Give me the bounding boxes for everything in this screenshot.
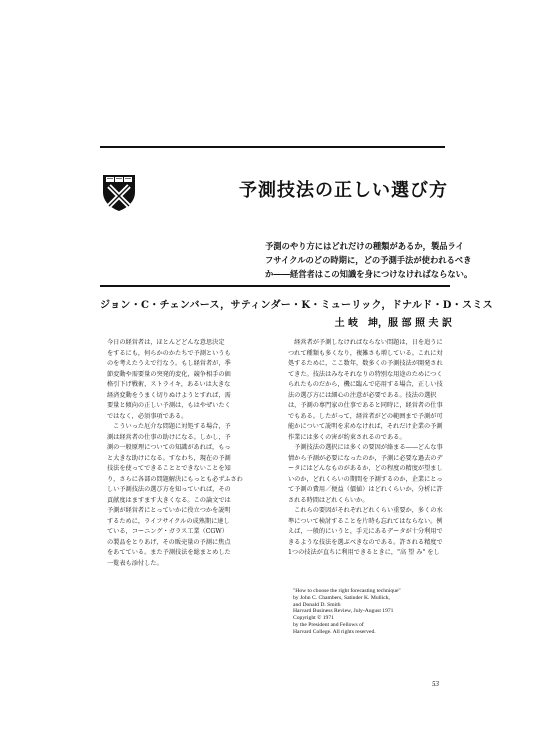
text-line: 能かについて説明を求めなければ，それだけ企業の予測 <box>288 423 443 430</box>
text-line: 貢献度はますます大きくなる。この論文では <box>107 496 231 504</box>
text-line: でもある。したがって，経営者がどの範囲まで予測が可 <box>288 412 443 420</box>
text-line: 要量と傾向の正しい予測は，もはやぜいたく <box>107 402 231 409</box>
text-line: られたものだから，機に臨んで応用する場合，正しい技 <box>288 381 443 388</box>
colophon-line: by John C. Chambers, Satinder K. Mullick, <box>293 594 390 601</box>
subtitle-line: 予測のやり方にはどれだけの種類があるか，製品ライ <box>265 241 464 251</box>
text-line: ではなく，必須事項である。 <box>107 412 188 420</box>
page-number: 53 <box>432 680 439 688</box>
text-line: こういった厄介な問題に対処する場合，予 <box>107 423 231 430</box>
text-line: 1つの技法が直ちに利用できるときに，"高 望 み" をし <box>288 549 440 556</box>
colophon-line: by the President and Fellows of <box>293 621 364 628</box>
colophon-line: "How to choose the right forecasting technique" <box>293 588 401 594</box>
body-right-column <box>288 338 450 559</box>
top-rule <box>100 146 445 148</box>
text-line: きるような技法を選ぶべきなのである。許される精度で <box>288 538 443 546</box>
text-line: 情から予測が必要になったのか，予測に必要な過去のデ <box>288 454 443 462</box>
text-line: のを考えたうえで行なう。もし経営者が，季 <box>107 360 231 367</box>
text-line: これらの要因がそれぞれどれくらい重要か，多くの水 <box>288 507 443 514</box>
harvard-shield-icon <box>102 174 136 212</box>
text-line: 技法を使ってできることとできないことを知 <box>107 465 231 472</box>
copyright-colophon <box>293 588 453 636</box>
text-line: 一覧表も添付した。 <box>107 559 163 567</box>
text-line: 経済変動をうまく切りぬけようとすれば，需 <box>107 391 231 399</box>
text-line: と大きな助けになる。すなわち，現在の予測 <box>107 454 231 462</box>
text-line: 法の選び方には細心の注意が必要である。技法の選択 <box>288 391 437 399</box>
text-line: て予測の費用／便益（價値）はどれくらいか，分析に許 <box>288 486 443 493</box>
text-line: つれて種類も多くなり，複雑さも増している。これに対 <box>288 349 443 357</box>
text-line: 予測が経営者にとっていかに役立つかを説明 <box>107 507 231 514</box>
text-line: 準について検討することを片時も忘れてはならない。例 <box>288 517 443 525</box>
authors: ジョン・C・チェンバース，サティンダー・K・ミューリック，ドナルド・D・スミス <box>100 300 493 311</box>
text-line: 測は経営者の仕事の助けになる。しかし，予 <box>107 433 231 441</box>
body-left-column <box>107 338 265 569</box>
text-line: の製品をとりあげ，その販売量の予測に焦点 <box>107 538 231 546</box>
text-line: 処するために，ここ数年，数多くの予測技法が開発され <box>288 360 443 367</box>
text-line: される時間はどれくらいか。 <box>288 496 369 504</box>
text-line: するために，ライフサイクルの成熟期に達し <box>107 517 230 525</box>
text-line: えば，一般的にいうと，手元にあるデータが十分利用で <box>288 528 443 535</box>
text-line: 今日の経営者は，ほとんどどんな意思決定 <box>107 339 225 346</box>
text-line: しい予測技法の選び方を知っていれば，その <box>107 486 231 493</box>
colophon-line: and Donald D. Smith <box>293 601 341 608</box>
text-line: ータにはどんなものがあるか，どの程度の精度が望まし <box>288 465 443 472</box>
text-line: をあてている。また予測技法を総まとめした <box>107 549 231 556</box>
colophon-line: Harvard College. All rights reserved. <box>293 628 376 635</box>
text-line: ている，コーニング・ガラス工業（CGW） <box>107 528 228 535</box>
colophon-line: Harvard Business Review, July-August 1971 <box>293 608 394 615</box>
subtitle <box>265 239 473 281</box>
text-line: 格引下げ戦術，ストライキ，あるいは大きな <box>107 381 231 388</box>
byline-rule <box>100 285 450 287</box>
text-line: は，予測の専門家の仕事であると同時に，経営者の仕事 <box>288 402 443 409</box>
text-line: り，さらに各部の問題解決にもっとも必ずふさわ <box>107 475 243 483</box>
text-line: 測の一般原理についての知識があれば，もっ <box>107 444 231 451</box>
colophon-line: Copyright © 1971 <box>293 615 334 622</box>
text-line: てきた。技法はみなそれなりの特別な用途のためにつく <box>288 370 443 378</box>
text-line: 節変動や需要量の突発的変化，競争相手の価 <box>107 370 231 378</box>
subtitle-line: か――経営者はこの知識を身につけなければならない。 <box>265 269 473 279</box>
text-line: 経営者が予測しなければならない問題は，日を追うに <box>288 339 443 346</box>
text-line: をするにも，何らかのかたちで予測というも <box>107 349 231 357</box>
text-line: 予測技法の選択には多くの要因が絡まる――どんな事 <box>288 444 443 451</box>
text-line: いのか，どれくらいの期間を予測するのか，企業にとっ <box>288 475 443 483</box>
translators: 土 岐 坤，服 部 照 夫 訳 <box>334 318 452 329</box>
subtitle-line: フサイクルのどの時期に，どの予測手法が使われるべき <box>265 255 472 265</box>
text-line: 作業には多くの害が約束されるのである。 <box>288 433 406 441</box>
page-title: 予測技法の正しい選び方 <box>239 180 448 201</box>
